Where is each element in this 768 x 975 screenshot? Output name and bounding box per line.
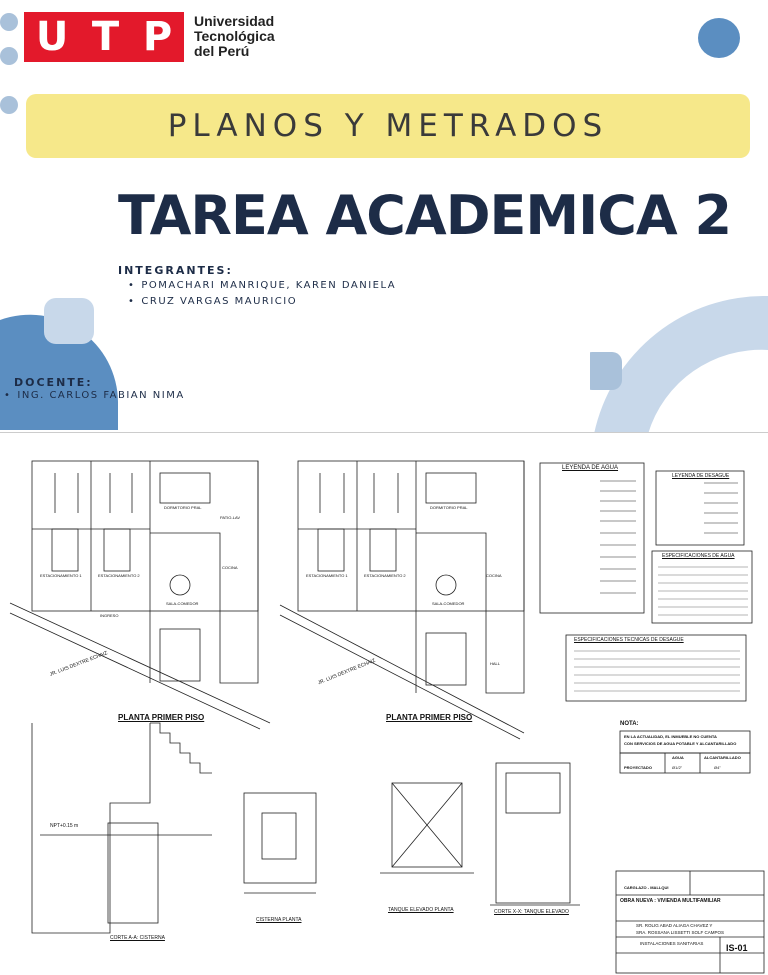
docente-name: • ING. CARLOS FABIAN NIMA bbox=[4, 390, 185, 401]
decor-dot bbox=[0, 47, 18, 65]
room-label: INGRESO bbox=[100, 613, 119, 618]
drawing-sheet bbox=[0, 432, 768, 975]
title-block-sheet-name: INSTALACIONES SANITARIAS bbox=[640, 941, 704, 946]
room-label: ESTACIONAMIENTO 2 bbox=[98, 573, 140, 578]
docente-label: DOCENTE: bbox=[14, 376, 93, 389]
title-block-owner: SRA. ROSSANA LISSETTI SOLF CAMPOS bbox=[636, 930, 725, 935]
room-label: SALA-COMEDOR bbox=[432, 601, 465, 606]
section-label: CORTE X-X: TANQUE ELEVADO bbox=[494, 909, 569, 915]
university-line3: del Perú bbox=[194, 43, 250, 59]
street-label: JR. LUIS DEXTRE ECHAIZ bbox=[317, 657, 377, 687]
logo-letter-u: U bbox=[35, 14, 69, 60]
title-block-project: OBRA NUEVA : VIVIENDA MULTIFAMILIAR bbox=[620, 898, 721, 904]
room-label: COCINA bbox=[486, 573, 502, 578]
legend-water-title: LEYENDA DE AGUA bbox=[562, 465, 619, 471]
logo-letter-p: P bbox=[142, 14, 173, 60]
utp-logo bbox=[24, 12, 184, 62]
subtitle-banner bbox=[26, 94, 750, 158]
room-label: DORMITORIO PRAL bbox=[164, 505, 202, 510]
note-text: EN LA ACTUALIDAD, EL INMUEBLE NO CUENTA bbox=[624, 734, 717, 739]
title-block-owner: SR. ROLIG ABAD ALIAGA CHAVEZ Y bbox=[636, 923, 713, 928]
plan2-title: PLANTA PRIMER PISO bbox=[386, 713, 473, 722]
decor-dot bbox=[698, 18, 740, 58]
table-cell: Ø4" bbox=[714, 765, 721, 770]
logo-letter-t: T bbox=[91, 14, 120, 60]
decor-dot bbox=[0, 96, 18, 114]
room-label: ESTACIONAMIENTO 2 bbox=[364, 573, 406, 578]
integrantes-label: INTEGRANTES: bbox=[118, 264, 233, 277]
table-header: ALCANTARILLADO bbox=[704, 755, 741, 760]
page-title: TAREA ACADEMICA 2 bbox=[118, 184, 732, 247]
university-line1: Universidad bbox=[194, 13, 275, 29]
table-header: AGUA bbox=[672, 755, 684, 760]
decor-dot bbox=[0, 13, 18, 31]
plan1-title: PLANTA PRIMER PISO bbox=[118, 713, 205, 722]
table-cell: Ø1/2" bbox=[672, 765, 683, 770]
table-row-label: PROYECTADO bbox=[624, 765, 652, 770]
room-label: DORMITORIO PRAL bbox=[430, 505, 468, 510]
room-label: HALL bbox=[490, 661, 501, 666]
room-label: SALA-COMEDOR bbox=[166, 601, 199, 606]
note-label: NOTA: bbox=[620, 721, 639, 727]
member-item: • POMACHARI MANRIQUE, KAREN DANIELA bbox=[128, 280, 396, 291]
room-label: ESTACIONAMIENTO 1 bbox=[306, 573, 348, 578]
title-block-company: CARGLAZO - MALLQUI bbox=[624, 885, 669, 890]
decor-shapes-left bbox=[0, 290, 130, 430]
university-name bbox=[194, 14, 275, 59]
legend-drain-title: LEYENDA DE DESAGUE bbox=[672, 473, 730, 479]
note-text: CON SERVICIOS DE AGUA POTABLE Y ALCANTARILLADO bbox=[624, 741, 737, 746]
plumbing-plans bbox=[0, 433, 768, 975]
room-label: PATIO-LAV bbox=[220, 515, 241, 520]
section-label: TANQUE ELEVADO PLANTA bbox=[388, 907, 454, 913]
room-label: ESTACIONAMIENTO 1 bbox=[40, 573, 82, 578]
decor-arc-right bbox=[590, 288, 768, 434]
spec-drain-title: ESPECIFICACIONES TECNICAS DE DESAGUE bbox=[574, 637, 684, 643]
member-item: • CRUZ VARGAS MAURICIO bbox=[128, 296, 297, 307]
room-label: COCINA bbox=[222, 565, 238, 570]
university-line2: Tecnológica bbox=[194, 28, 275, 44]
section-label: NPT+0.15 m bbox=[50, 823, 79, 829]
section-label: CORTE A-A: CISTERNA bbox=[110, 935, 165, 941]
section-label: CISTERNA PLANTA bbox=[256, 917, 302, 923]
title-block-code: IS-01 bbox=[726, 943, 748, 953]
street-label: JR. LUIS DEXTRE ECHAIZ bbox=[48, 650, 109, 678]
subtitle-text: PLANOS Y METRADOS bbox=[167, 108, 609, 144]
spec-water-title: ESPECIFICACIONES DE AGUA bbox=[662, 553, 735, 559]
